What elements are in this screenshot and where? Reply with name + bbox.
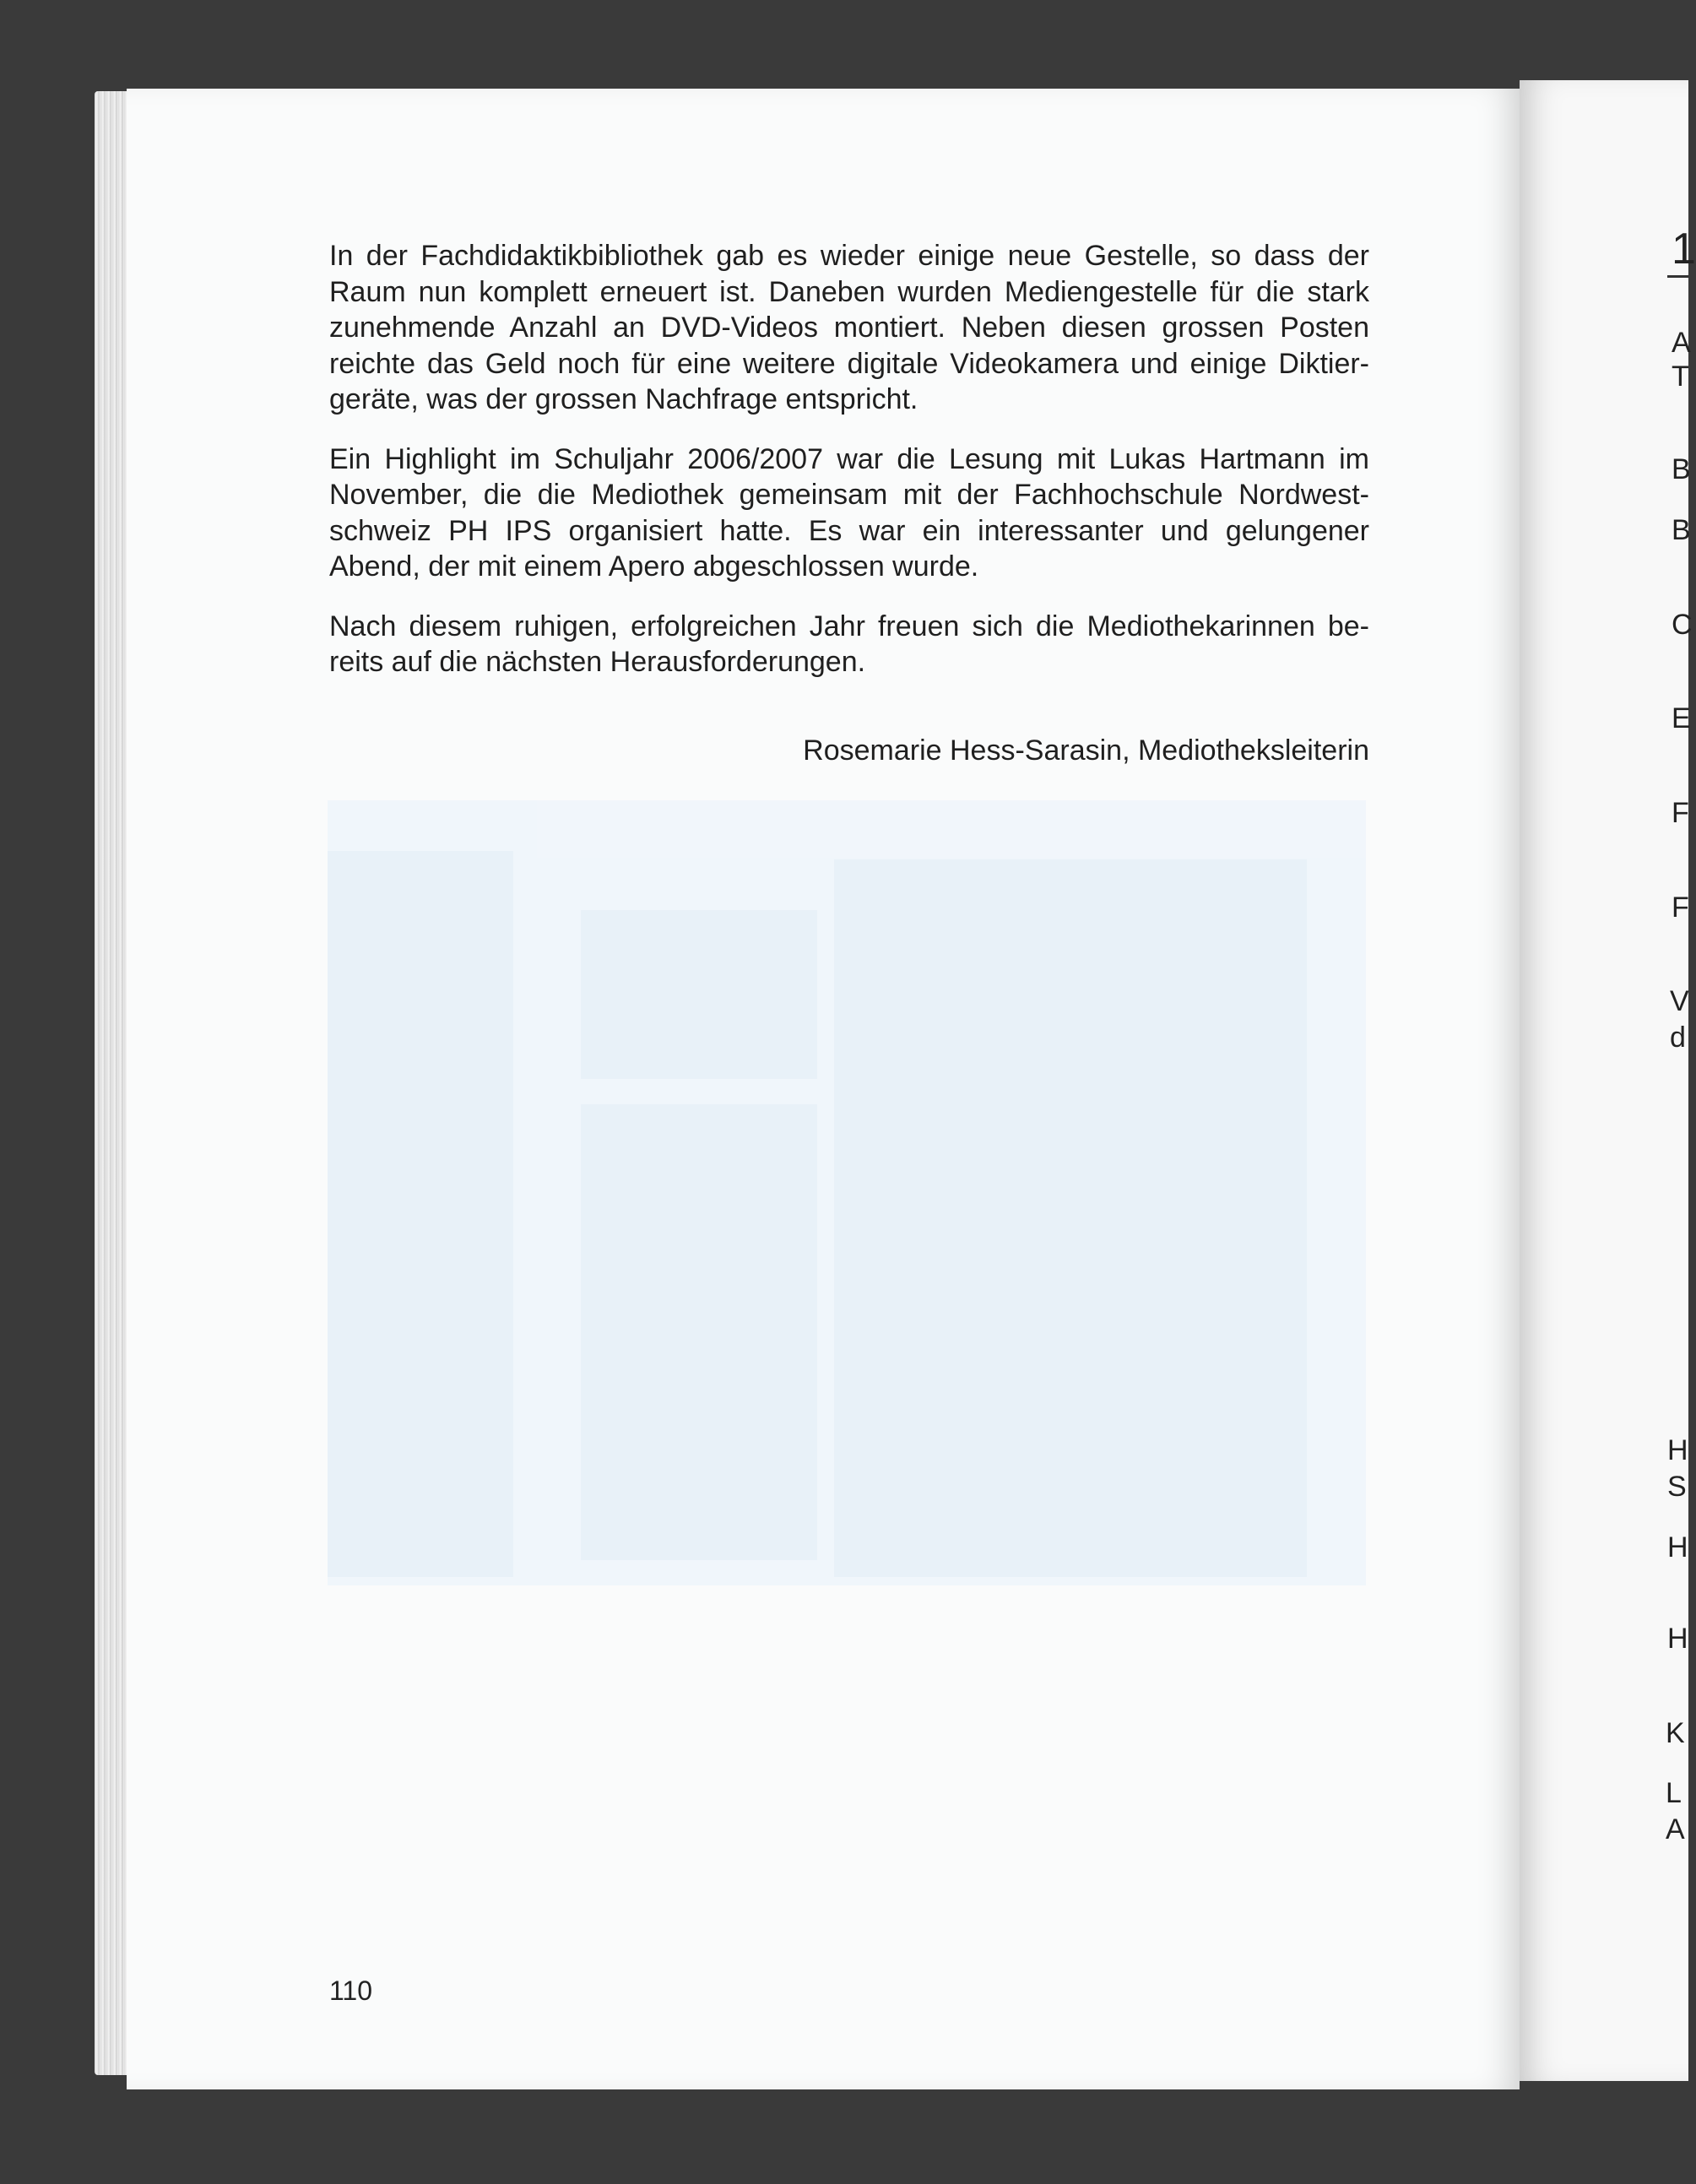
bleed-pane [581, 910, 817, 1079]
bleed-pane [581, 1104, 817, 1560]
right-page-text-fragment: E [1672, 702, 1691, 734]
author-signature: Rosemarie Hess-Sarasin, Mediotheksleiterin [803, 734, 1369, 767]
right-page-text-fragment: A [1672, 327, 1691, 359]
right-page-text-fragment: L [1666, 1777, 1682, 1809]
right-page-text-fragment: B [1672, 453, 1691, 485]
article-body [329, 238, 1369, 704]
right-page-text-fragment: C [1672, 609, 1693, 641]
right-page-text-fragment: F [1672, 797, 1689, 829]
right-page-text-fragment: T [1672, 360, 1689, 393]
paragraph: Nach diesem ruhigen, erfolgreichen Jahr freuen sich die Mediothekarinnen be-reits auf die nächsten Herausforderungen. [329, 610, 1369, 678]
paragraph: In der Fachdidaktikbibliothek gab es wieder einige neue Gestelle, so dass der Raum nun komplett erneuert ist. Daneben wurden Mediengestelle für die stark zunehmende Anzahl an DVD-Videos montiert. Neben diesen grossen Posten reichte das Geld noch für eine weitere digitale Videokamera und einige Diktier-geräte, was der grossen Nachfrage entspricht. [329, 240, 1369, 415]
right-page-text-fragment: A [1666, 1813, 1685, 1845]
right-page-rule [1667, 275, 1688, 278]
right-page-header-fragment: 1 [1672, 225, 1696, 274]
bleed-through-image [328, 800, 1366, 1585]
right-page [1520, 80, 1688, 2081]
page-number: 110 [329, 1975, 373, 2006]
right-page-text-fragment: S [1667, 1471, 1687, 1503]
right-page-text-fragment: B [1672, 514, 1691, 546]
right-page-text-fragment: K [1666, 1717, 1685, 1749]
right-page-text-fragment: H [1667, 1434, 1688, 1466]
paragraph: Ein Highlight im Schuljahr 2006/2007 war die Lesung mit Lukas Hartmann im November, die die Mediothek gemeinsam mit der Fachhochschule Nordwest-schweiz PH IPS organisiert hatte. Es war ein interessanter und gelungener Abend, der mit einem Apero abgeschlossen wurde. [329, 442, 1369, 583]
bleed-pane [834, 859, 1307, 1577]
bleed-pane [328, 851, 513, 1577]
right-page-text-fragment: V [1670, 985, 1689, 1017]
right-page-text-fragment: d [1670, 1022, 1686, 1054]
right-page-text-fragment: F [1672, 891, 1689, 924]
right-page-text-fragment: H [1667, 1531, 1688, 1563]
right-page-text-fragment: H [1667, 1623, 1688, 1655]
